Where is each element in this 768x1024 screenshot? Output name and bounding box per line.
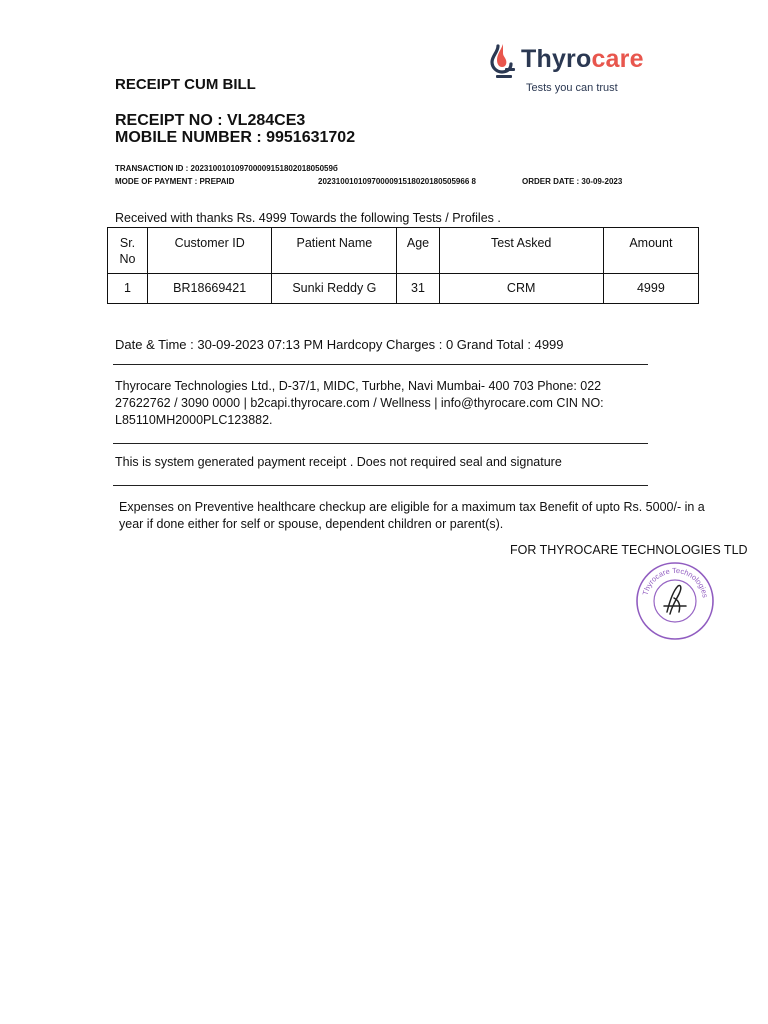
cell-customer-id: BR18669421 [148, 274, 272, 304]
payment-reference: 2023100101097000091518020180505966 8 [318, 177, 476, 186]
tests-table [107, 227, 699, 304]
header-customer-id: Customer ID [148, 228, 272, 274]
logo-mark-icon [489, 42, 519, 82]
seal-text: Thyrocare Technologies [640, 565, 710, 599]
receipt-title: RECEIPT CUM BILL [115, 76, 256, 93]
mobile-number: MOBILE NUMBER : 9951631702 [115, 129, 356, 146]
header-amount: Amount [603, 228, 698, 274]
table-header-row [108, 228, 699, 274]
cell-patient-name: Sunki Reddy G [272, 274, 397, 304]
received-statement: Received with thanks Rs. 4999 Towards the following Tests / Profiles . [115, 211, 501, 225]
for-company-signature-line: FOR THYROCARE TECHNOLOGIES TLD [510, 543, 748, 557]
table-row [108, 274, 699, 304]
order-date: ORDER DATE : 30-09-2023 [522, 177, 623, 186]
tax-benefit-note: Expenses on Preventive healthcare checkup are eligible for a maximum tax Benefit of upto Rs. 5000/- in a year if done either for self or spouse, dependent children or parent(s). [119, 500, 705, 531]
seal-icon [634, 560, 716, 642]
divider-line [113, 443, 648, 444]
logo-wordmark [521, 45, 644, 74]
header-test-asked: Test Asked [439, 228, 603, 274]
header-patient-name: Patient Name [272, 228, 397, 274]
logo-word-dark: Thyro [521, 45, 592, 73]
cell-age: 31 [397, 274, 439, 304]
system-generated-note: This is system generated payment receipt . Does not required seal and signature [115, 455, 562, 469]
cell-sr-no: 1 [108, 274, 148, 304]
receipt-number: RECEIPT NO : VL284CE3 [115, 112, 306, 129]
transaction-id: TRANSACTION ID : 20231001010970000915180201805059б [115, 164, 338, 173]
company-address: Thyrocare Technologies Ltd., D-37/1, MIDC, Turbhe, Navi Mumbai- 400 703 Phone: 022 27622762 / 3090 0000 | b2capi.thyrocare.com / Wellness | info@thyrocare.com CIN NO: L85110MH2000PLC123882. [115, 379, 604, 427]
logo-word-red: care [591, 45, 644, 73]
divider-line [113, 485, 648, 486]
datetime-totals: Date & Time : 30-09-2023 07:13 PM Hardcopy Charges : 0 Grand Total : 4999 [115, 337, 564, 352]
header-age: Age [397, 228, 439, 274]
logo-tagline: Tests you can trust [526, 82, 618, 94]
mode-of-payment: MODE OF PAYMENT : PREPAID [115, 177, 235, 186]
cell-test-asked: CRM [439, 274, 603, 304]
company-seal-stamp [634, 560, 716, 642]
divider-line [113, 364, 648, 365]
cell-amount: 4999 [603, 274, 698, 304]
header-sr-no: Sr. No [108, 228, 148, 274]
thyrocare-logo [489, 40, 669, 98]
